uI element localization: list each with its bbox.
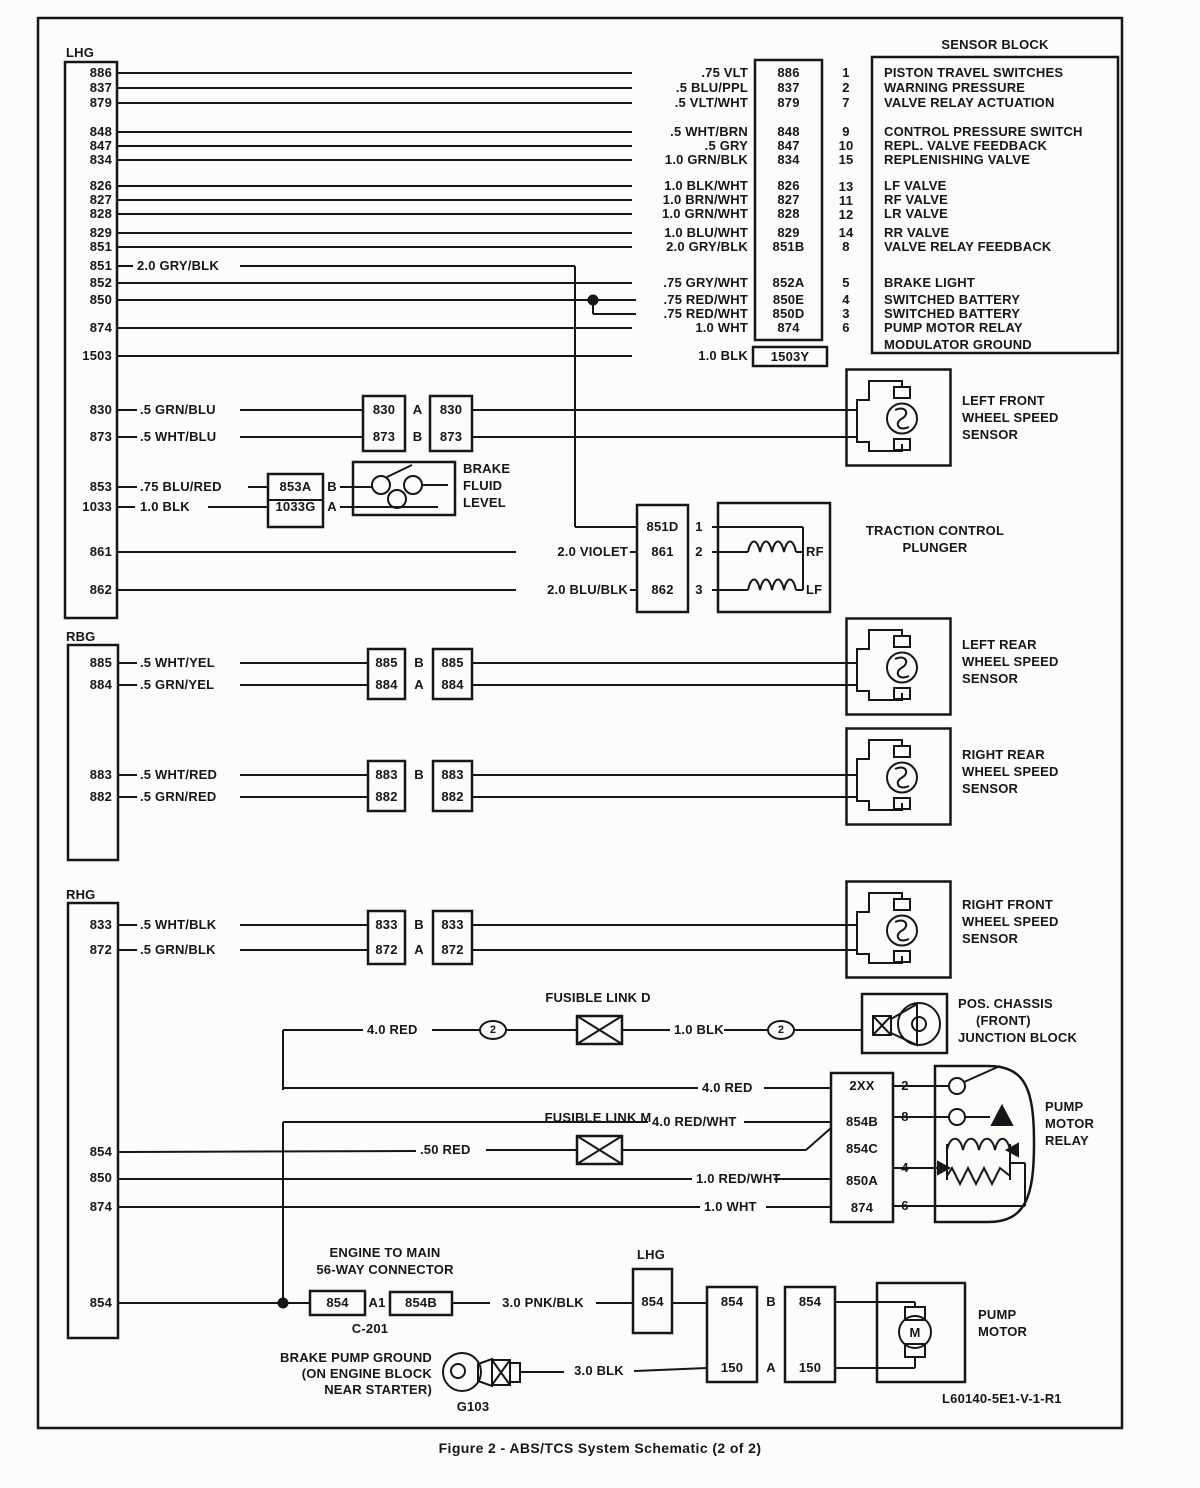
wire-gauge: .5 GRY: [704, 138, 748, 153]
component-label: PLUNGER: [902, 540, 968, 555]
component-label: WHEEL SPEED: [962, 764, 1059, 779]
coil-label: RF: [806, 544, 824, 559]
sensor-block-entry: LF VALVE: [884, 178, 947, 193]
pin-number: 3: [842, 306, 850, 321]
rbg-pin: 882: [89, 789, 112, 804]
component-label: WHEEL SPEED: [962, 914, 1059, 929]
component-label: LEFT FRONT: [962, 393, 1045, 408]
wire-gauge: 2.0 GRY/BLK: [137, 258, 219, 273]
lhg-pin: 827: [89, 192, 112, 207]
sensor-block-entry: LR VALVE: [884, 206, 948, 221]
component-label: JUNCTION BLOCK: [958, 1030, 1078, 1045]
sensor-block-entry: MODULATOR GROUND: [884, 337, 1032, 352]
wire-code: 885: [441, 655, 464, 670]
wire-gauge: 1.0 GRN/BLK: [664, 152, 748, 167]
terminal-letter: B: [414, 655, 424, 670]
wire-gauge: 1.0 RED/WHT: [696, 1171, 781, 1186]
wire-gauge: 2.0 BLU/BLK: [547, 582, 628, 597]
wire-code: 851B: [772, 239, 805, 254]
wire-code: 854: [641, 1294, 664, 1309]
pin-number: 12: [838, 207, 854, 222]
wire-code: 883: [375, 767, 398, 782]
lhg-pin: 851: [89, 239, 112, 254]
component-label: 56-WAY CONNECTOR: [316, 1262, 454, 1277]
wire-code: 830: [372, 402, 396, 417]
component-label: MOTOR: [1045, 1116, 1095, 1131]
wire-gauge: .5 BLU/PPL: [675, 80, 748, 95]
wire-code: 853A: [279, 479, 312, 494]
component-label: SENSOR: [962, 671, 1019, 686]
rbg-pin: 884: [89, 677, 112, 692]
lhg-pin: 834: [89, 152, 112, 167]
sensor-block-entry: WARNING PRESSURE: [884, 80, 1026, 95]
component-label: PUMP: [1045, 1099, 1084, 1114]
wire-code: 861: [651, 544, 674, 559]
wire-code: 883: [441, 767, 464, 782]
wire-code: 854B: [846, 1114, 878, 1129]
wire-gauge: .5 GRN/BLK: [140, 942, 216, 957]
connector-id: C-201: [351, 1321, 389, 1336]
pin-number: 2: [842, 80, 850, 95]
rhg-pin: 872: [89, 942, 112, 957]
wire-code: 852A: [772, 275, 805, 290]
wire-gauge: 3.0 BLK: [574, 1363, 624, 1378]
pin-number: 4: [842, 292, 850, 307]
rhg-pin: 850: [89, 1170, 112, 1185]
lhg-pin: 837: [89, 80, 112, 95]
wire-code: 882: [441, 789, 464, 804]
wire-code: 882: [375, 789, 398, 804]
pin-number: 7: [842, 95, 850, 110]
wire-code: 834: [777, 152, 800, 167]
coil-label: LF: [806, 582, 823, 597]
terminal-letter: A: [414, 942, 424, 957]
component-label: PUMP: [978, 1307, 1017, 1322]
lhg-pin: 850: [89, 292, 112, 307]
terminal-letter: B: [412, 429, 423, 444]
wire-code: 874: [777, 320, 800, 335]
lhg-pin: 873: [89, 429, 112, 444]
wire-code: 873: [372, 429, 396, 444]
sensor-block-title: SENSOR BLOCK: [941, 37, 1049, 52]
wire-code: 833: [441, 917, 464, 932]
fusible-link-label: FUSIBLE LINK D: [545, 990, 651, 1005]
figure-caption: Figure 2 - ABS/TCS System Schematic (2 of 2): [438, 1440, 762, 1456]
wire-code: 847: [777, 138, 800, 153]
wire-gauge: 1.0 BLK/WHT: [664, 178, 748, 193]
wire-code: 848: [777, 124, 800, 139]
wire-code: 2XX: [849, 1078, 875, 1093]
wire-gauge: .5 GRN/BLU: [140, 402, 216, 417]
wire-gauge: .75 GRY/WHT: [663, 275, 748, 290]
pin-number: 15: [838, 152, 854, 167]
pin-number: 2: [901, 1078, 909, 1093]
component-label: LEVEL: [463, 495, 506, 510]
sensor-block-entry: SWITCHED BATTERY: [884, 306, 1021, 321]
rbg-pin: 885: [89, 655, 112, 670]
sensor-block-entry: PUMP MOTOR RELAY: [884, 320, 1023, 335]
lhg-pin: 830: [89, 402, 112, 417]
ground-id: G103: [456, 1399, 490, 1414]
wire-gauge: 1.0 BLK: [140, 499, 190, 514]
component-label: SENSOR: [962, 427, 1019, 442]
component-label: (FRONT): [976, 1013, 1031, 1028]
wire-gauge: .5 WHT/BLU: [140, 429, 217, 444]
sensor-block-entry: REPL. VALVE FEEDBACK: [884, 138, 1048, 153]
pin-number: 2: [695, 544, 703, 559]
wire-gauge: 3.0 PNK/BLK: [502, 1295, 584, 1310]
sensor-block-entry: VALVE RELAY ACTUATION: [884, 95, 1055, 110]
lhg-pin: 847: [89, 138, 112, 153]
component-label: SENSOR: [962, 781, 1019, 796]
pin-number: 13: [838, 179, 854, 194]
wire-code: 150: [798, 1360, 822, 1375]
wire-code: 826: [777, 178, 800, 193]
component-label: POS. CHASSIS: [958, 996, 1053, 1011]
wire-code: 850A: [846, 1173, 878, 1188]
wire-code: 872: [375, 942, 398, 957]
sensor-block-entry: RR VALVE: [884, 225, 950, 240]
wire-code: 873: [439, 429, 463, 444]
lhg-pin: 874: [89, 320, 112, 335]
wire-gauge: 1.0 BLK: [674, 1022, 724, 1037]
lhg-pin: 851: [89, 258, 112, 273]
wire-code: 885: [375, 655, 398, 670]
wire-gauge: .75 RED/WHT: [663, 306, 748, 321]
connector-label-lhg: LHG: [66, 45, 95, 60]
connector-label-rhg: RHG: [66, 887, 96, 902]
lhg-pin: 1503: [82, 348, 112, 363]
component-label: FLUID: [463, 478, 503, 493]
lhg-pin: 886: [89, 65, 112, 80]
lhg-pin: 852: [89, 275, 112, 290]
terminal-letter: A1: [368, 1295, 386, 1310]
wire-gauge: 4.0 RED/WHT: [652, 1114, 737, 1129]
wire-gauge: .5 GRN/RED: [140, 789, 217, 804]
terminal-letter: B: [766, 1294, 776, 1309]
wire-code: 829: [777, 225, 800, 240]
terminal-letter: A: [414, 677, 424, 692]
wire-gauge: .5 VLT/WHT: [674, 95, 748, 110]
pin-number: 8: [901, 1109, 909, 1124]
component-label: WHEEL SPEED: [962, 410, 1059, 425]
pin-number: 6: [901, 1198, 909, 1213]
terminal-letter: B: [414, 917, 424, 932]
ground-label: BRAKE PUMP GROUND: [280, 1350, 432, 1365]
wire-gauge: 1.0 BLK: [698, 348, 748, 363]
wire-gauge: 2.0 GRY/BLK: [666, 239, 748, 254]
wire-gauge: 1.0 GRN/WHT: [662, 206, 748, 221]
wire-gauge: 4.0 RED: [367, 1022, 418, 1037]
document-number: L60140-5E1-V-1-R1: [942, 1391, 1062, 1406]
wire-code: 884: [441, 677, 464, 692]
lhg-pin: 848: [89, 124, 112, 139]
wire-gauge: .5 WHT/YEL: [140, 655, 215, 670]
component-label: MOTOR: [978, 1324, 1028, 1339]
pin-number: 8: [842, 239, 850, 254]
wire-gauge: .5 WHT/BLK: [140, 917, 217, 932]
wire-code: 854B: [405, 1295, 437, 1310]
pin-number: 9: [842, 124, 850, 139]
wire-code: 854C: [846, 1141, 878, 1156]
rhg-pin: 854: [89, 1144, 112, 1159]
sensor-block-entry: SWITCHED BATTERY: [884, 292, 1021, 307]
connector-label-lhg-pump: LHG: [637, 1247, 666, 1262]
component-label: RELAY: [1045, 1133, 1089, 1148]
ground-label: NEAR STARTER): [324, 1382, 432, 1397]
wire-code: 854: [720, 1294, 744, 1309]
terminal-letter: A: [412, 402, 423, 417]
lhg-pin: 828: [89, 206, 112, 221]
wire-code: 833: [375, 917, 398, 932]
wire-gauge: 1.0 WHT: [704, 1199, 757, 1214]
wire-code: 828: [777, 206, 800, 221]
fusible-link-label: FUSIBLE LINK M: [544, 1110, 652, 1125]
wire-code: 862: [651, 582, 674, 597]
wire-gauge: 1.0 WHT: [695, 320, 748, 335]
wire-gauge: .75 VLT: [701, 65, 748, 80]
component-label: SENSOR: [962, 931, 1019, 946]
wire-code: 850E: [772, 292, 805, 307]
wire-code: 874: [850, 1200, 874, 1215]
lhg-pin: 826: [89, 178, 112, 193]
lhg-pin: 861: [89, 544, 112, 559]
wire-gauge: 1.0 BLU/WHT: [664, 225, 748, 240]
wire-gauge: .75 RED/WHT: [663, 292, 748, 307]
component-label: ENGINE TO MAIN: [329, 1245, 441, 1260]
rbg-pin: 883: [89, 767, 112, 782]
wire-gauge: .5 WHT/RED: [140, 767, 218, 782]
wire-gauge: .5 WHT/BRN: [670, 124, 748, 139]
terminal-letter: B: [327, 479, 337, 494]
terminal-letter: A: [766, 1360, 776, 1375]
lhg-pin: 853: [89, 479, 112, 494]
wire-gauge: .5 GRN/YEL: [140, 677, 215, 692]
wire-code: 1503Y: [770, 349, 810, 364]
lhg-pin: 829: [89, 225, 112, 240]
lhg-pin: 879: [89, 95, 112, 110]
wire-code: 886: [777, 65, 800, 80]
rhg-pin: 833: [89, 917, 112, 932]
wire-code: 827: [777, 192, 800, 207]
component-label: RIGHT FRONT: [962, 897, 1054, 912]
sensor-block-entry: RF VALVE: [884, 192, 948, 207]
sensor-block-entry: VALVE RELAY FEEDBACK: [884, 239, 1052, 254]
wire-code: 851D: [646, 519, 679, 534]
rhg-pin: 854: [89, 1295, 112, 1310]
wire-code: 854: [326, 1295, 349, 1310]
wire-code: 837: [777, 80, 800, 95]
component-label: LEFT REAR: [962, 637, 1037, 652]
wire-gauge: .50 RED: [420, 1142, 471, 1157]
pin-number: 1: [695, 519, 703, 534]
pin-number: 5: [842, 275, 850, 290]
ground-label: (ON ENGINE BLOCK: [301, 1366, 432, 1381]
lhg-pin: 1033: [82, 499, 112, 514]
sensor-block-entry: PISTON TRAVEL SWITCHES: [884, 65, 1064, 80]
wire-code: 1033G: [275, 499, 316, 514]
lhg-pin: 862: [89, 582, 112, 597]
wire-code: 850D: [772, 306, 805, 321]
wire-gauge: 2.0 VIOLET: [557, 544, 628, 559]
component-label: BRAKE: [463, 461, 511, 476]
sensor-block-entry: CONTROL PRESSURE SWITCH: [884, 124, 1083, 139]
wire-code: 830: [439, 402, 463, 417]
rhg-pin: 874: [89, 1199, 112, 1214]
sensor-block-entry: REPLENISHING VALVE: [884, 152, 1031, 167]
wire-gauge: .75 BLU/RED: [140, 479, 222, 494]
component-label: RIGHT REAR: [962, 747, 1045, 762]
wire-code: 879: [777, 95, 800, 110]
pin-number: 11: [838, 193, 854, 208]
wire-gauge: 4.0 RED: [702, 1080, 753, 1095]
wire-code: 884: [375, 677, 398, 692]
wire-code: 872: [441, 942, 464, 957]
component-label: TRACTION CONTROL: [865, 523, 1005, 538]
wire-code: 854: [798, 1294, 822, 1309]
sensor-block-entry: BRAKE LIGHT: [884, 275, 976, 290]
terminal-letter: A: [327, 499, 337, 514]
splice-symbol: 2: [777, 1024, 785, 1036]
pin-number: 4: [901, 1160, 909, 1175]
pin-number: 1: [842, 65, 850, 80]
wire-gauge: 1.0 BRN/WHT: [662, 192, 748, 207]
wire-code: 150: [720, 1360, 744, 1375]
pin-number: 10: [838, 138, 854, 153]
pin-number: 3: [695, 582, 703, 597]
terminal-letter: B: [414, 767, 424, 782]
splice-symbol: 2: [489, 1024, 497, 1036]
motor-symbol-letter: M: [909, 1325, 921, 1340]
connector-label-rbg: RBG: [66, 629, 96, 644]
pin-number: 6: [842, 320, 850, 335]
component-label: WHEEL SPEED: [962, 654, 1059, 669]
pin-number: 14: [838, 225, 854, 240]
